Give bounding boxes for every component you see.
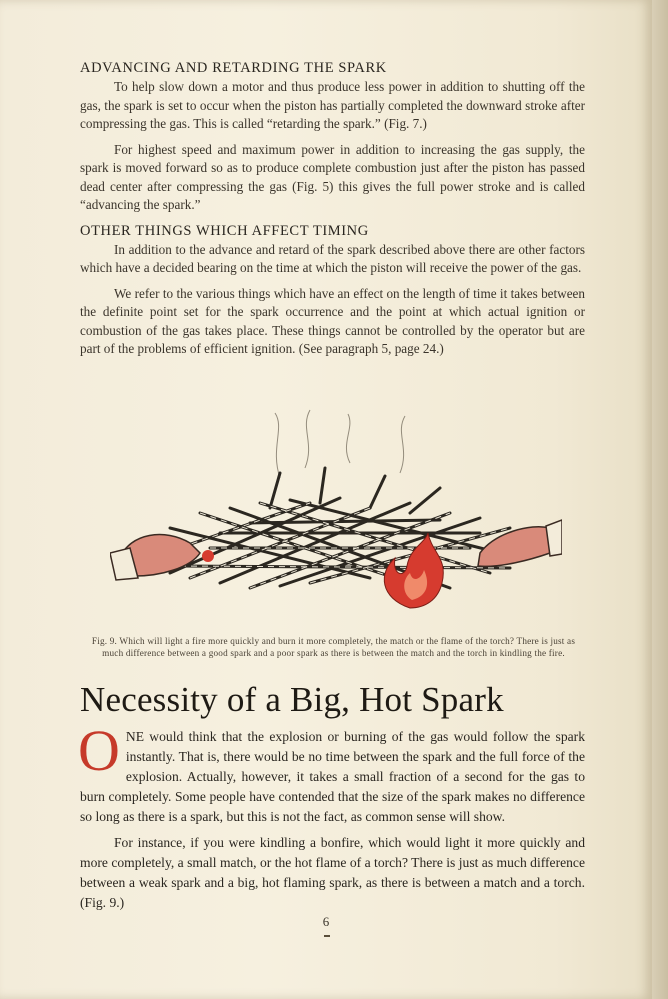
chapter-paragraph-1 (78, 718, 585, 827)
smoke-wisps (275, 410, 405, 478)
paragraph: To help slow down a motor and thus produce less power in addition to shutting off the gas, the spark is set to occur when the piston has partially completed the downward stroke after compressing the gas. This is called “retarding the spark.” (Fig. 7.) (80, 79, 585, 131)
page-edge (652, 0, 668, 999)
drop-cap: O (78, 718, 120, 783)
section-heading-timing: OTHER THINGS WHICH AFFECT TIMING (80, 222, 369, 239)
figure-caption: Fig. 9. Which will light a fire more quickly and burn it more completely, the match or the flame of the torch? There is just as much difference between a good spark and a poor spark as there is between the match and the torch in kindling the fire. (91, 636, 576, 658)
binding-mark (324, 935, 330, 937)
first-paragraph-text: NE would think that the explosion or burning of the gas would follow the spark instantly. That is, there would be no time between the spark and the full force of the explosion. Actually, however, it takes a small fraction of a second for the gas to burn completely. Some people have contended that the size of the spark makes no difference so long as there is a spark, but this is not the fact, as common sense will show. (80, 729, 585, 824)
paragraph: For highest speed and maximum power in addition to increasing the gas supply, the spark is moved forward so as to produce complete combustion just after the piston has passed dead center after compressing the gas (Fig. 5) this gives the full power stroke and is called “advancing the spark.” (80, 141, 585, 212)
page-number: 6 (322, 914, 330, 929)
kindling-pile-icon (150, 468, 520, 588)
section-heading-advancing: ADVANCING AND RETARDING THE SPARK (80, 60, 387, 76)
bonfire-illustration (110, 408, 562, 618)
chapter-text-block (78, 718, 585, 913)
paragraph: We refer to the various things which have an effect on the length of time it takes between the definite point set for the spark occurrence and the point at which actual ignition or combustion of the gas takes place. These things cannot be controlled by the operator but are part of the problems of efficient ignition. (See paragraph 5, page 24.) (80, 285, 585, 356)
chapter-paragraph-2: For instance, if you were kindling a bonfire, which would light it more quickly and more completely, a small match, or the hot flame of a torch? There is just as much difference between a weak spark and a big, hot flaming spark, as there is between a match and a torch. (Fig. 9.) (80, 835, 585, 910)
upper-text-block (80, 58, 585, 359)
paragraph: In addition to the advance and retard of the spark described above there are other factors which have a decided bearing on the time at which the piston will receive the power of the gas. (80, 241, 585, 275)
right-hand-torch-icon (478, 520, 562, 566)
chapter-title: Necessity of a Big, Hot Spark (80, 680, 504, 719)
